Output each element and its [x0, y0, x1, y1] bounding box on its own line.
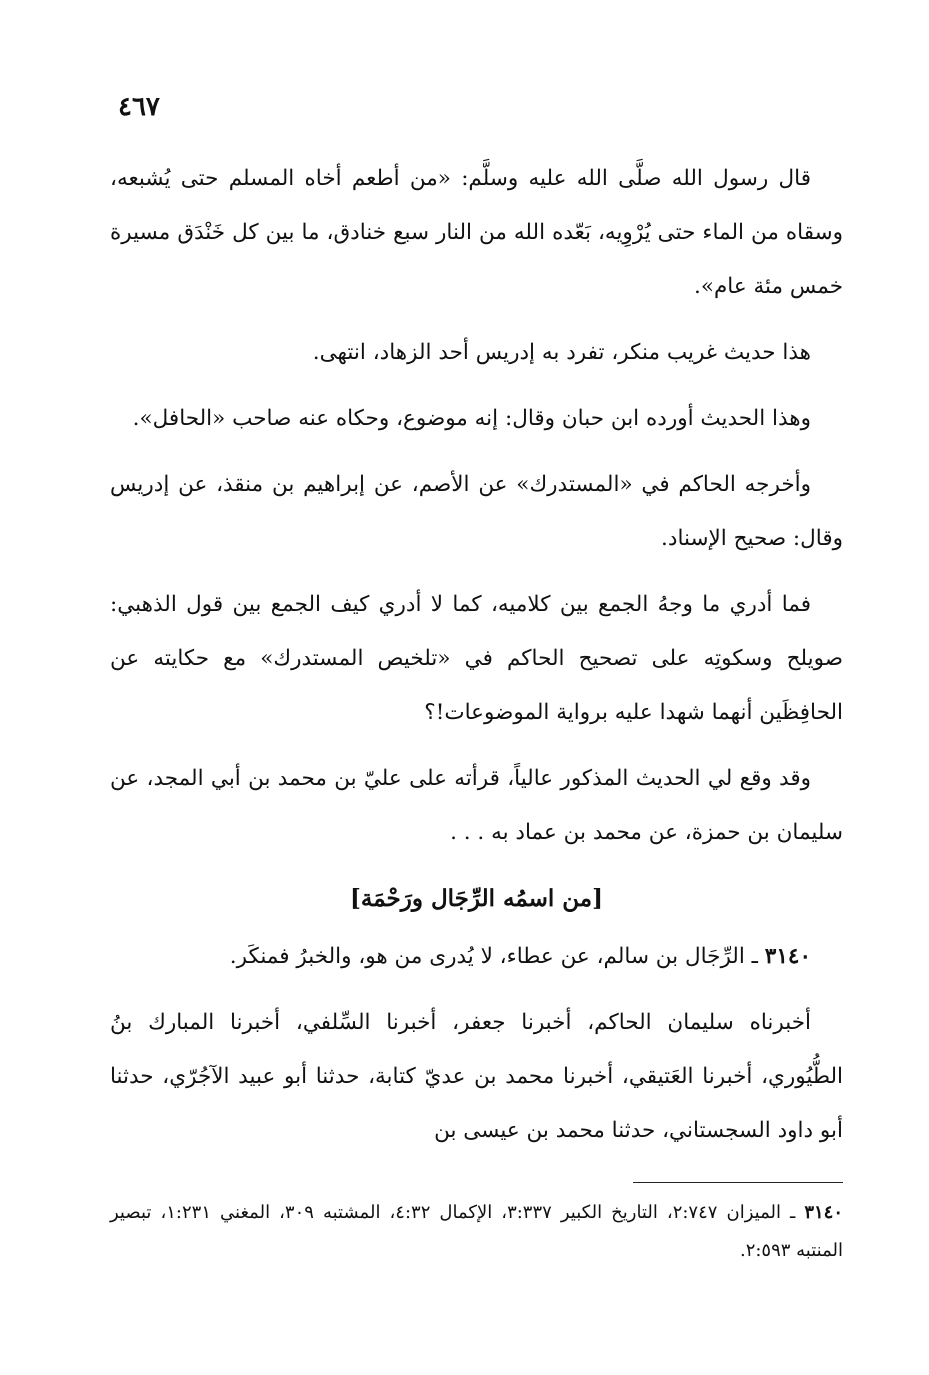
footnote-number: ٣١٤٠	[804, 1202, 843, 1223]
footnote-text: ـ الميزان ٢:٧٤٧، التاريخ الكبير ٣:٣٣٧، الإكمال ٤:٣٢، المشتبه ٣٠٩، المغني ١:٢٣١، تبصير المنتبه ٢:٥٩٣.	[110, 1202, 843, 1261]
entry-number: ٣١٤٠	[764, 944, 811, 969]
entry-3140	[110, 930, 843, 984]
footnote	[110, 1194, 843, 1270]
paragraph-ibn-hibban: وهذا الحديث أورده ابن حبان وقال: إنه موضوع، وحكاه عنه صاحب «الحافل».	[132, 406, 811, 431]
entry-text: ـ الرِّجَال بن سالم، عن عطاء، لا يُدرى من هو، والخبرُ فمنكَر.	[229, 944, 765, 969]
footnote-divider	[633, 1182, 843, 1183]
section-heading: [من اسمُه الرِّجَال ورَحْمَة]	[350, 885, 603, 912]
main-text	[110, 152, 843, 1170]
paragraph-isnad: أخبرناه سليمان الحاكم، أخبرنا جعفر، أخبرنا السِّلفي، أخبرنا المبارك بنُ الطُّيُوري، أخبرنا العَتيقي، أخبرنا محمد بن عديّ كتابة، حدثنا أبو عبيد الآجُرّي، حدثنا أبو داود السجستاني، حدثنا محمد بن عيسى بن	[110, 1010, 843, 1143]
paragraph-gharib: هذا حديث غريب منكر، تفرد به إدريس أحد الزهاد، انتهى.	[312, 340, 811, 365]
paragraph-hakim: وأخرجه الحاكم في «المستدرك» عن الأصم، عن إبراهيم بن منقذ، عن إدريس وقال: صحيح الإسناد.	[110, 472, 843, 551]
paragraph-riwaya: وقد وقع لي الحديث المذكور عالياً، قرأته على عليّ بن محمد بن أبي المجد، عن سليمان بن حمزة، عن محمد بن عماد به . . .	[110, 766, 843, 845]
page-number: ٤٦٧	[118, 92, 160, 122]
paragraph-dhahabi: فما أدري ما وجهُ الجمع بين كلاميه، كما لا أدري كيف الجمع بين قول الذهبي: صويلح وسكوتِه على تصحيح الحاكم في «تلخيص المستدرك» مع حكايته عن الحافِظَين أنهما شهدا عليه برواية الموضوعات!؟	[110, 592, 843, 725]
footnote-entry	[110, 1194, 843, 1270]
paragraph-hadith: قال رسول الله صلَّى الله عليه وسلَّم: «من أطعم أخاه المسلم حتى يُشبعه، وسقاه من الماء حتى يُرْوِيه، بَعّده الله من النار سبع خنادق، ما بين كل خَنْدَق مسيرة خمس مئة عام».	[110, 166, 843, 299]
